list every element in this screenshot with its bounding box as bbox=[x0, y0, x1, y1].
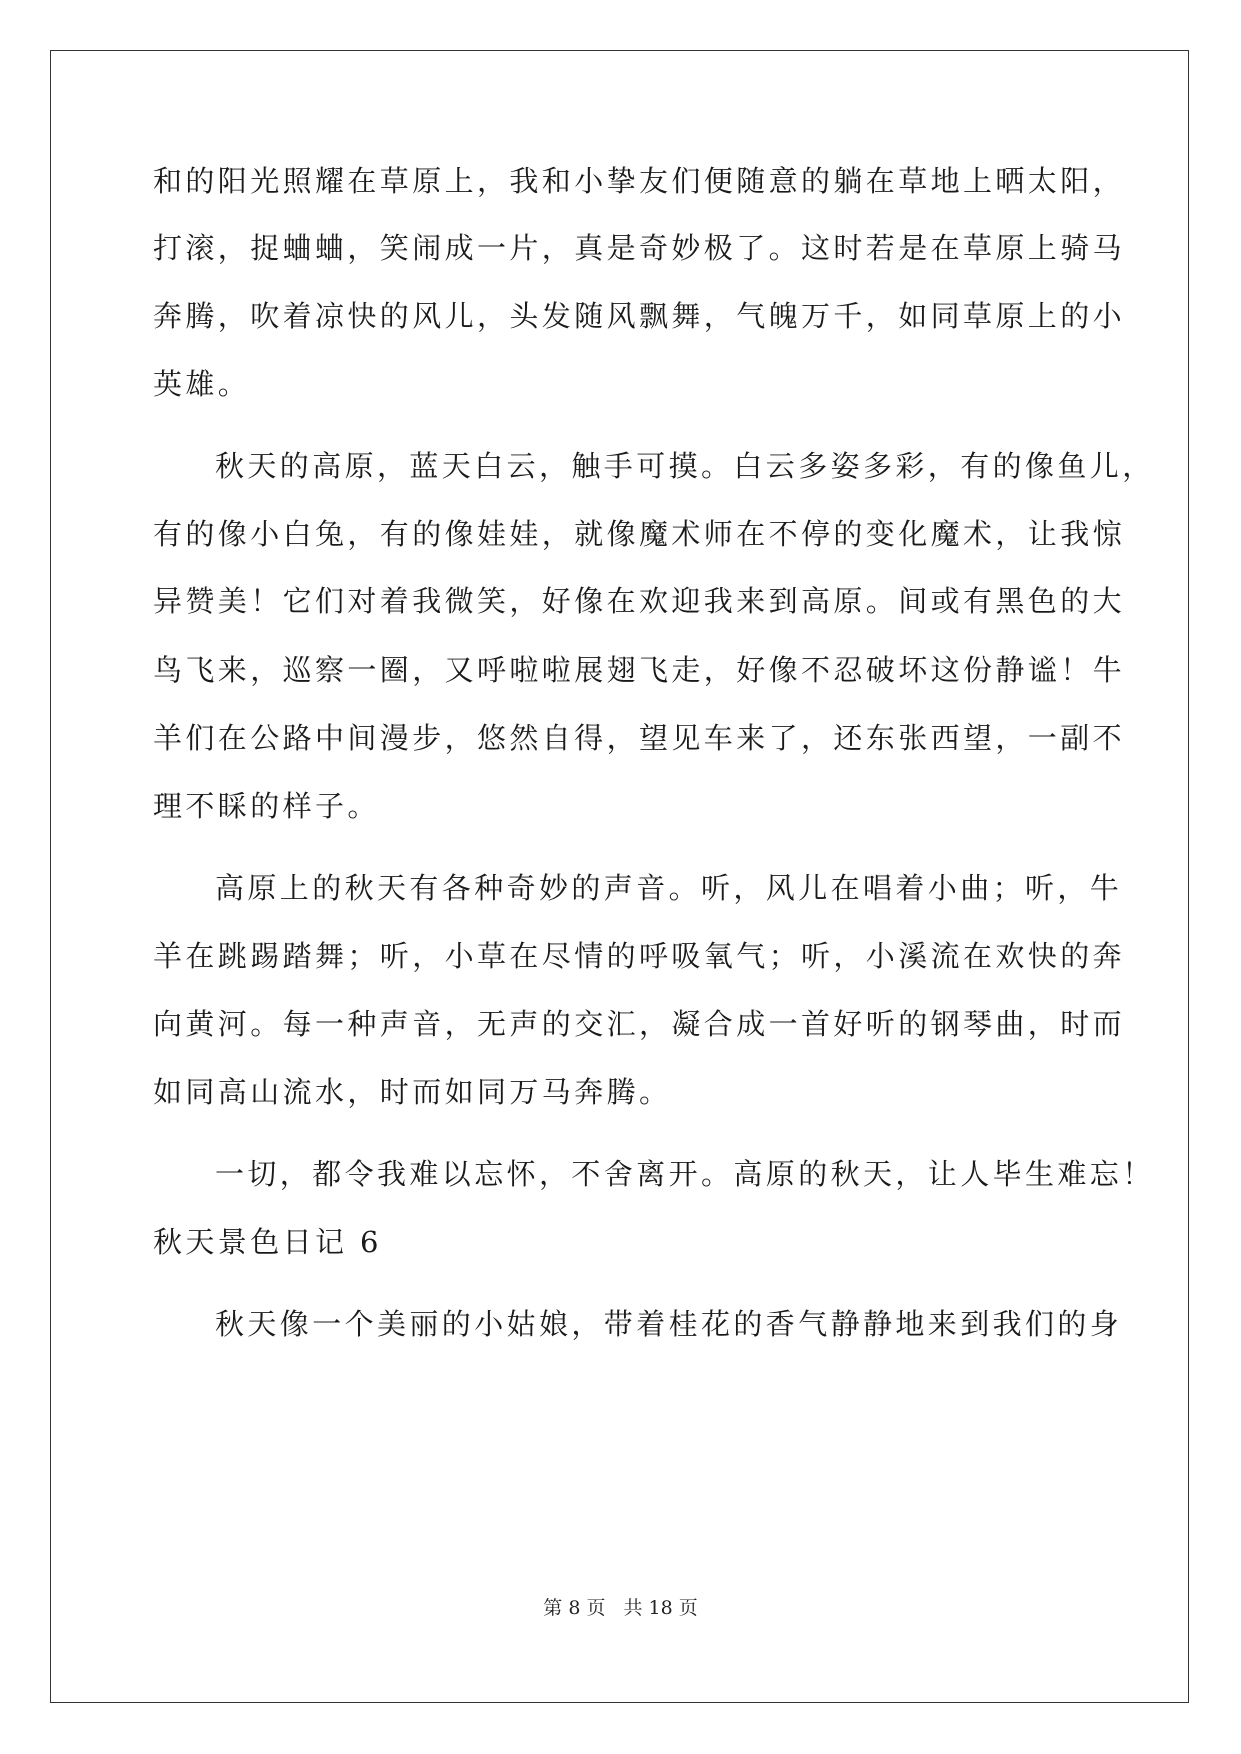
paragraph-start-line: 高原上的秋天有各种奇妙的声音。听，风儿在唱着小曲；听，牛 bbox=[215, 871, 1123, 905]
text-line: 向黄河。每一种声音，无声的交汇，凝合成一首好听的钢琴曲，时而 bbox=[153, 1007, 1126, 1041]
paragraph-start-line: 一切，都令我难以忘怀，不舍离开。高原的秋天，让人毕生难忘！ bbox=[215, 1157, 1155, 1191]
text-line: 和的阳光照耀在草原上，我和小挚友们便随意的躺在草地上晒太阳， bbox=[153, 164, 1126, 198]
text-line: 有的像小白兔，有的像娃娃，就像魔术师在不停的变化魔术，让我惊 bbox=[153, 517, 1126, 551]
page-footer bbox=[0, 1596, 1241, 1620]
text-line: 奔腾，吹着凉快的风儿，头发随风飘舞，气魄万千，如同草原上的小 bbox=[153, 299, 1126, 333]
paragraph-start-line: 秋天像一个美丽的小姑娘，带着桂花的香气静静地来到我们的身 bbox=[215, 1307, 1123, 1341]
text-line: 羊在跳踢踏舞；听，小草在尽情的呼吸氧气；听，小溪流在欢快的奔 bbox=[153, 939, 1126, 973]
text-line: 羊们在公路中间漫步，悠然自得，望见车来了，还东张西望，一副不 bbox=[153, 721, 1126, 755]
text-line: 鸟飞来，巡察一圈，又呼啦啦展翅飞走，好像不忍破坏这份静谧！牛 bbox=[153, 653, 1126, 687]
text-line: 英雄。 bbox=[153, 367, 251, 401]
paragraph-start-line: 秋天的高原，蓝天白云，触手可摸。白云多姿多彩，有的像鱼儿， bbox=[215, 449, 1155, 483]
text-line: 如同高山流水，时而如同万马奔腾。 bbox=[153, 1075, 672, 1109]
text-line: 打滚，捉蛐蛐，笑闹成一片，真是奇妙极了。这时若是在草原上骑马 bbox=[153, 231, 1126, 265]
text-line: 异赞美！它们对着我微笑，好像在欢迎我来到高原。间或有黑色的大 bbox=[153, 584, 1126, 618]
section-heading: 秋天景色日记 6 bbox=[153, 1225, 382, 1259]
page-number: 第 8 页 bbox=[543, 1597, 606, 1619]
page-total: 共 18 页 bbox=[623, 1597, 698, 1619]
text-line: 理不睬的样子。 bbox=[153, 789, 380, 823]
